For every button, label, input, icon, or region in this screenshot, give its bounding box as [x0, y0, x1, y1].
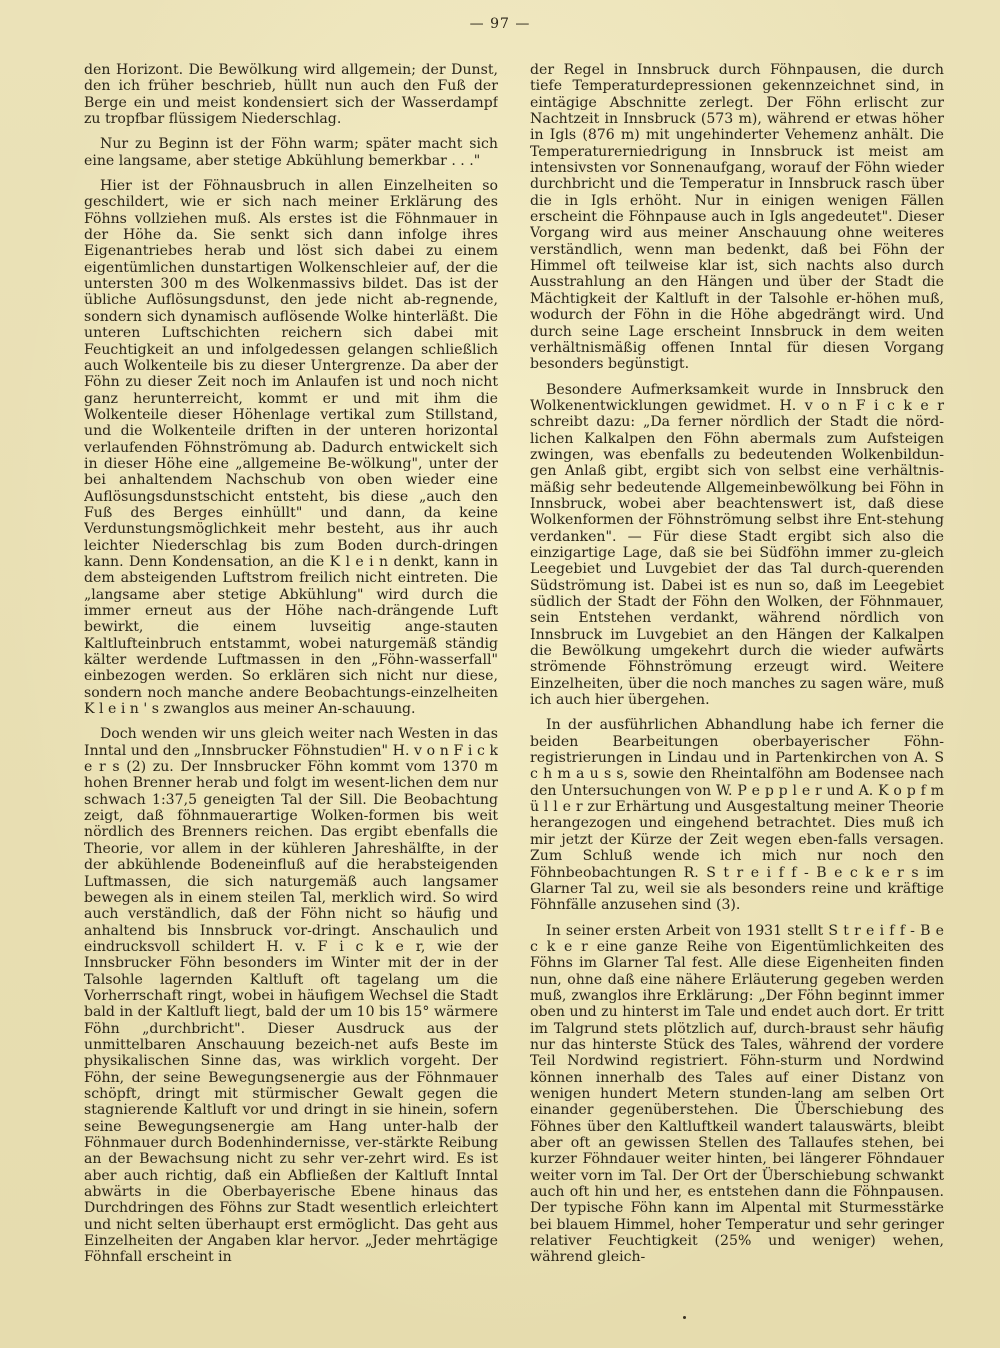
left-column: [84, 62, 498, 1332]
paragraph: Hier ist der Föhnausbruch in allen Einzelheiten so geschildert, wie er sich nach meiner Erklärung des Föhns vollziehen muß. Als erstes ist die Föhnmauer in der Höhe da. Sie senkt sich dann infolge ihres Eigenantriebes herab und löst sich dabei zu einem eigentümlichen dunstartigen Wolkenschleier auf, der die untersten 300 m des Wolkenmassivs bildet. Das ist der übliche Auflösungsdunst, den jede nicht ab-regnende, sondern sich dynamisch auflösende Wolke hinterläßt. Die unteren Luftschichten reichern sich dabei mit Feuchtigkeit an und infolgedessen gelangen schließlich auch Wolkenteile bis zu dieser Untergrenze. Da aber der Föhn zu dieser Zeit noch im Anlaufen ist und noch nicht ganz herunterreicht, kommt er und mit ihm die Wolkenteile dieser Höhenlage vertikal zum Stillstand, und die Wolkenteile driften in der unteren horizontal verlaufenden Föhnströmung ab. Dadurch entwickelt sich in dieser Höhe eine „allgemeine Be-wölkung", unter der bei anhaltendem Nachschub von oben wieder eine Auflösungsdunstschicht entsteht, bis diese „auch den Fuß des Berges einhüllt" und dann, da keine Verdunstungsmöglichkeit mehr besteht, aus ihr auch leichter Niederschlag bis zum Boden durch-dringen kann. Denn Kondensation, an die K l e i n denkt, kann in dem absteigenden Luftstrom freilich nicht eintreten. Die „langsame aber stetige Abkühlung" wird durch die immer erneut aus der Höhe nach-drängende Luft bewirkt, die einem luvseitig ange-stauten Kaltlufteinbruch entstammt, wobei naturgemäß ständig kälter werdende Luftmassen in den „Föhn-wasserfall" einbezogen werden. So erklären sich nicht nur diese, sondern noch manche andere Beobachtungs-einzelheiten K l e i n ' s zwanglos aus meiner An-schauung.: [84, 178, 498, 718]
paragraph: In seiner ersten Arbeit von 1931 stellt S t r e i f f - B e c k e r eine ganze Reihe von Eigentümlichkeiten des Föhns im Glarner Tal fest. Alle diese Eigenheiten finden nun, ohne daß eine nähere Erläuterung gegeben werden muß, zwanglos ihre Erklärung: „Der Föhn beginnt immer oben und zu hinterst im Tale und endet auch dort. Er tritt im Talgrund stets plötzlich auf, durch-braust sehr häufig nur das hinterste Stück des Tales, während der vordere Teil Nordwind registriert. Föhn-sturm und Nordwind können innerhalb des Tales auf einer Distanz von wenigen hundert Metern stunden-lang am selben Ort einander gegenüberstehen. Die Überschiebung des Föhnes über den Kaltluftkeil wandert talauswärts, bleibt aber oft an gewissen Stellen des Tallaufes stehen, bei kurzer Föhndauer weiter hinten, bei längerer Föhndauer weiter vorn im Tal. Der Ort der Überschiebung schwankt auch oft hin und her, es entstehen dann die Föhnpausen. Der typische Föhn kann im Alpental mit Sturmesstärke bei blauem Himmel, hoher Temperatur und sehr geringer relativer Feuchtigkeit (25% und weniger) wehen, während gleich-: [530, 922, 944, 1266]
paragraph: Nur zu Beginn ist der Föhn warm; später macht sich eine langsame, aber stetige Abkühlung bemerkbar . . .": [84, 136, 498, 169]
page-number: — 97 —: [469, 16, 531, 32]
ink-dot: [683, 1316, 686, 1319]
right-column: [530, 62, 944, 1332]
paragraph: In der ausführlichen Abhandlung habe ich ferner die beiden Bearbeitungen oberbayerischer Föhn-registrierungen in Lindau und in Partenkirchen von A. S c h m a u s s, sowie den Rheintalföhn am Bodensee nach den Untersuchungen von W. P e p p l e r und A. K o p f m ü l l e r zur Erhärtung und Ausgestaltung meiner Theorie herangezogen und eingehend betrachtet. Dies muß ich mir jetzt der Kürze der Zeit wegen eben-falls versagen. Zum Schluß wende ich mich nur noch den Föhnbeobachtungen R. S t r e i f f - B e c k e r s im Glarner Tal zu, weil sie als besonders reine und kräftige Föhnfälle anzusehen sind (3).: [530, 717, 944, 914]
paragraph: der Regel in Innsbruck durch Föhnpausen, die durch tiefe Temperaturdepressionen gekennzeichnet sind, in eintägige Abschnitte zerlegt. Der Föhn erlischt zur Nachtzeit in Innsbruck (573 m), während er etwas höher in Igls (876 m) mit ungehinderter Vehemenz anhält. Die Temperaturerniedrigung in Innsbruck ist meist am intensivsten vor Sonnenaufgang, worauf der Föhn wieder durchbricht und die Temperatur in Innsbruck rasch über die in Igls erhöht. Nur in einigen wenigen Fällen erscheint die Föhnpause auch in Igls angedeutet". Dieser Vorgang wird aus meiner Anschauung ohne weiteres verständlich, wenn man bedenkt, daß bei Föhn der Himmel oft teilweise klar ist, sich nachts also durch Ausstrahlung an den Hängen und über der Stadt die Mächtigkeit der Kaltluft in der Talsohle er-höhen muß, wodurch der Föhn in die Höhe abgedrängt wird. Und durch seine Lage erscheint Innsbruck in dem weiten verhältnismäßig offenen Inntal für diesen Vorgang besonders begünstigt.: [530, 62, 944, 373]
paragraph: Doch wenden wir uns gleich weiter nach Westen in das Inntal und den „Innsbrucker Föhnstudien" H. v o n F i c k e r s (2) zu. Der Innsbrucker Föhn kommt vom 1370 m hohen Brenner herab und folgt im wesent-lichen dem nur schwach 1:37,5 geneigten Tal der Sill. Die Beobachtung zeigt, daß föhnmauerartige Wolken-formen bis weit nördlich des Brenners reichen. Das ergibt ebenfalls die Theorie, vor allem in der kühleren Jahreshälfte, in der der abkühlende Bodeneinfluß auf die herabsteigenden Luftmassen, die sich naturgemäß auch langsamer bewegen als in einem steilen Tal, merklich wird. So wird auch verständlich, daß der Föhn nicht so häufig und anhaltend bis Innsbruck vor-dringt. Anschaulich und eindrucksvoll schildert H. v. F i c k e r, wie der Innsbrucker Föhn besonders im Winter mit der in der Talsohle lagernden Kaltluft oft tagelang um die Vorherrschaft ringt, wobei in häufigem Wechsel die Stadt bald in der Kaltluft liegt, bald der um 10 bis 15° wärmere Föhn „durchbricht". Dieser Ausdruck aus der unmittelbaren Anschauung bezeich-net aufs Beste im physikalischen Sinne das, was wirklich vorgeht. Der Föhn, der seine Bewegungsenergie aus der Föhnmauer schöpft, dringt mit stürmischer Gewalt gegen die stagnierende Kaltluft vor und dringt in sie hinein, sofern seine Bewegungsenergie am Hang unter-halb der Föhnmauer durch Bodenhindernisse, ver-stärkte Reibung an der Bewachsung nicht zu sehr ver-zehrt wird. Es ist aber auch richtig, daß ein Abfließen der Kaltluft Inntal abwärts in die Oberbayerische Ebene hinaus das Durchdringen des Föhns zur Stadt wesentlich erleichtert und nicht selten überhaupt erst ermöglicht. Das geht aus Einzelheiten der Angaben klar hervor. „Jeder mehrtägige Föhnfall erscheint in: [84, 726, 498, 1266]
paragraph: den Horizont. Die Bewölkung wird allgemein; der Dunst, den ich früher beschrieb, hüllt nun auch den Fuß der Berge ein und meist kondensiert sich der Wasserdampf zu tropfbar flüssigem Niederschlag.: [84, 62, 498, 128]
paragraph: Besondere Aufmerksamkeit wurde in Innsbruck den Wolkenentwicklungen gewidmet. H. v o n F i c k e r schreibt dazu: „Da ferner nördlich der Stadt die nörd-lichen Kalkalpen den Föhn abermals zum Aufsteigen zwingen, was ebenfalls zu bedeutenden Wolkenbildun-gen Anlaß gibt, ergibt sich von selbst eine verhältnis-mäßig sehr bedeutende Allgemeinbewölkung bei Föhn in Innsbruck, wobei aber beachtenswert ist, daß diese Wolkenformen der Föhnströmung selbst ihre Ent-stehung verdanken". — Für diese Stadt ergibt sich also die einzigartige Lage, daß sie bei Südföhn immer zu-gleich Leegebiet und Luvgebiet der das Tal durch-querenden Südströmung ist. Dabei ist es nun so, daß im Leegebiet südlich der Stadt der Föhn den Wolken, der Föhnmauer, sein Entstehen verdankt, während nördlich von Innsbruck im Luvgebiet an den Hängen der Kalkalpen die Bewölkung umgekehrt durch die wieder aufwärts strömende Föhnströmung erzeugt wird. Weitere Einzelheiten, über die noch manches zu sagen wäre, muß ich auch hier übergehen.: [530, 381, 944, 709]
